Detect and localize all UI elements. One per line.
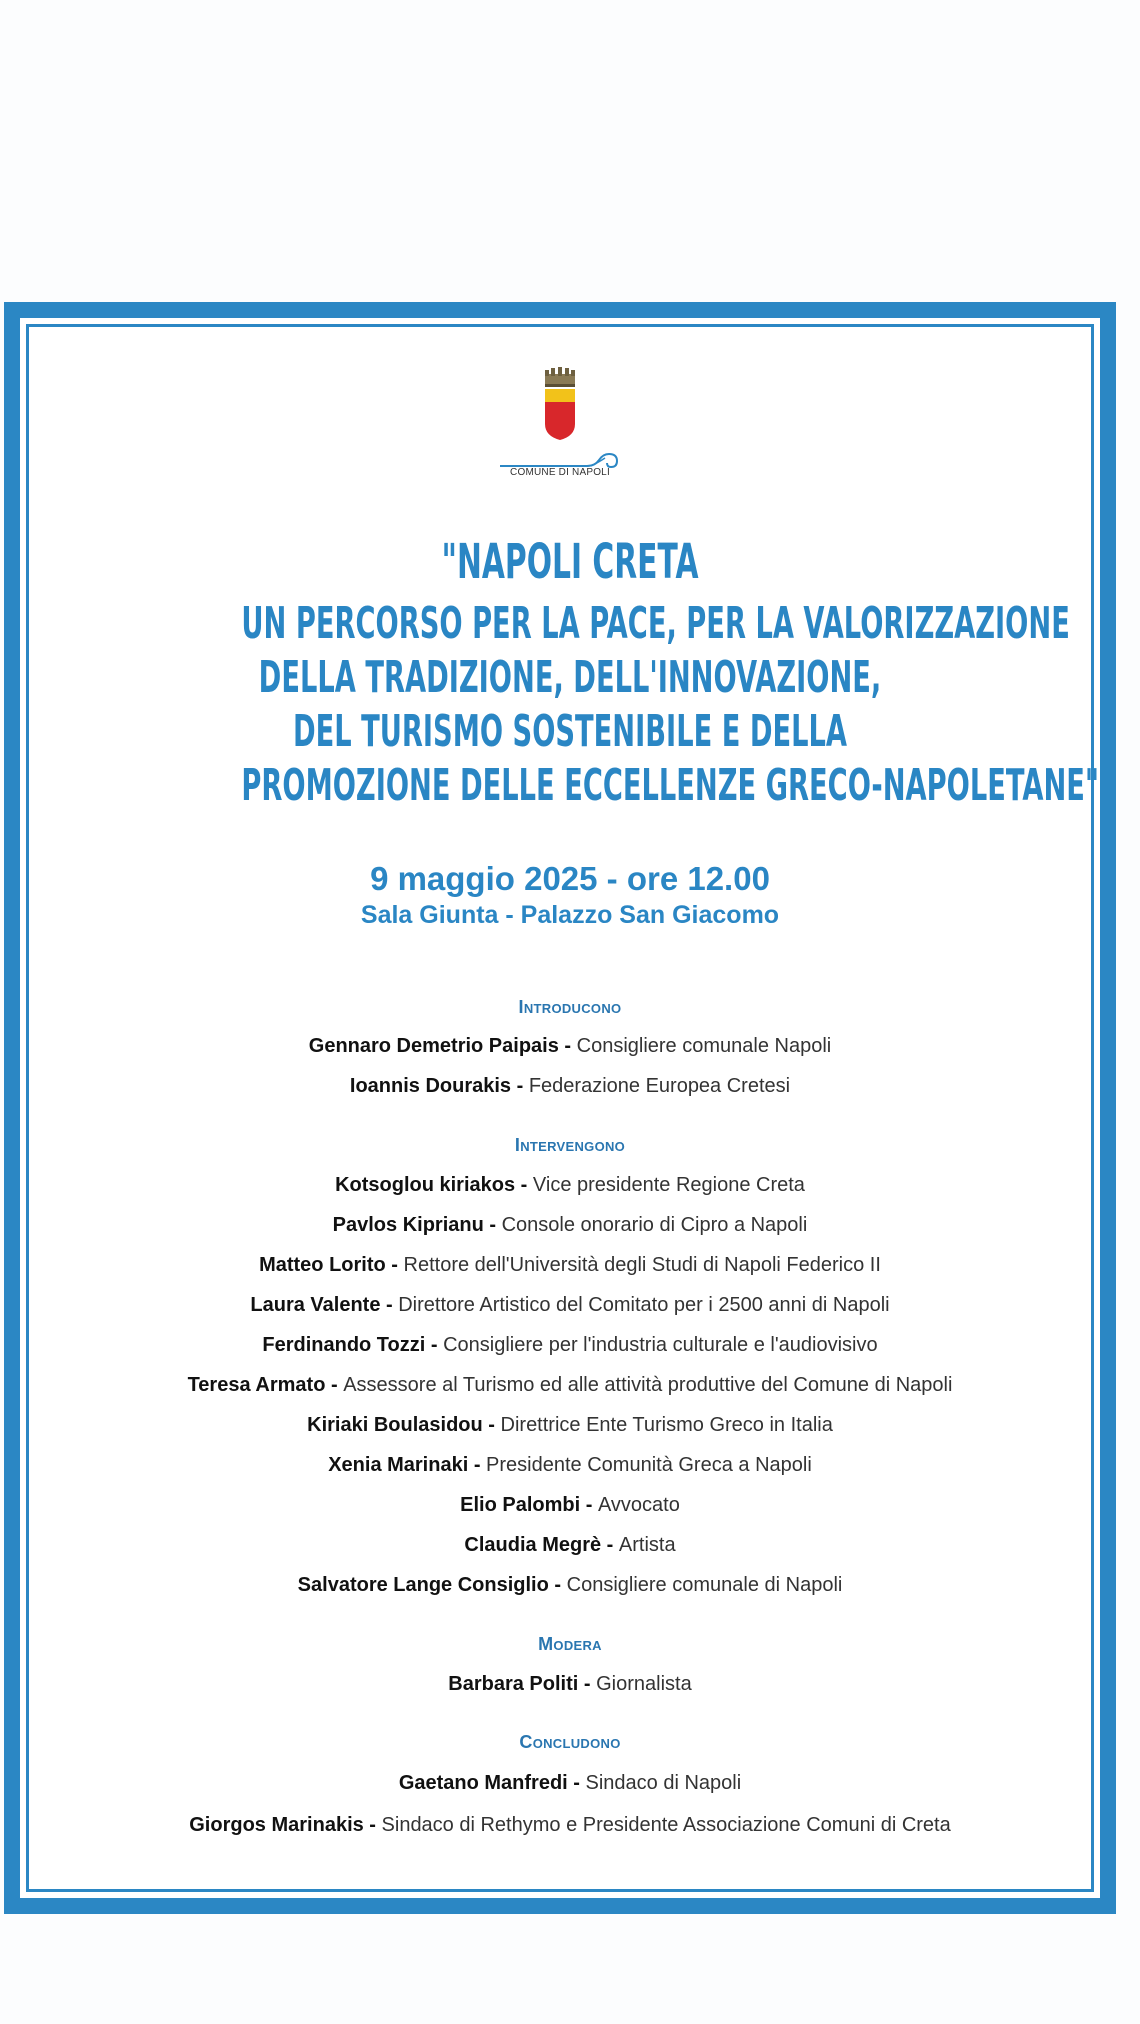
speaker-role: Assessore al Turismo ed alle attività produttive del Comune di Napoli bbox=[343, 1374, 953, 1396]
speaker-row bbox=[0, 1534, 1140, 1557]
title-line-5: PROMOZIONE DELLE ECCELLENZE GRECO-NAPOLETANE" bbox=[241, 760, 1100, 811]
speaker-name: Elio Palombi bbox=[460, 1494, 581, 1516]
speaker-role: Rettore dell'Università degli Studi di Napoli Federico II bbox=[403, 1254, 881, 1276]
speaker-role: Vice presidente Regione Creta bbox=[532, 1174, 805, 1196]
speaker-role: Sindaco di Napoli bbox=[585, 1772, 742, 1794]
event-date: 9 maggio 2025 - ore 12.00 bbox=[370, 860, 770, 897]
speaker-role: Direttore Artistico del Comitato per i 2500 anni di Napoli bbox=[398, 1294, 890, 1316]
speaker-name: Claudia Megrè bbox=[464, 1534, 602, 1556]
separator: - bbox=[325, 1374, 344, 1396]
separator: - bbox=[468, 1454, 487, 1476]
speaker-role: Direttrice Ente Turismo Greco in Italia bbox=[500, 1414, 833, 1436]
separator: - bbox=[580, 1494, 598, 1516]
speaker-row bbox=[0, 1414, 1140, 1437]
speaker-row bbox=[0, 1075, 1140, 1098]
speaker-role: Consigliere comunale Napoli bbox=[576, 1035, 832, 1057]
event-venue: Sala Giunta - Palazzo San Giacomo bbox=[360, 901, 780, 929]
speaker-name: Ferdinando Tozzi bbox=[262, 1334, 426, 1356]
speaker-name: Kotsoglou kiriakos bbox=[335, 1174, 516, 1196]
separator: - bbox=[515, 1174, 533, 1196]
speaker-role: Avvocato bbox=[597, 1494, 680, 1516]
speaker-role: Console onorario di Cipro a Napoli bbox=[501, 1214, 808, 1236]
speaker-row bbox=[0, 1035, 1140, 1058]
crown-icon bbox=[545, 367, 575, 387]
wave-icon bbox=[500, 454, 617, 467]
separator: - bbox=[380, 1294, 399, 1316]
speaker-name: Barbara Politi bbox=[448, 1673, 579, 1695]
logo-caption: COMUNE DI NAPOLI bbox=[510, 467, 610, 478]
separator: - bbox=[511, 1075, 529, 1097]
section-heading-intervengono: Intervengono bbox=[514, 1135, 626, 1155]
speaker-name: Xenia Marinaki bbox=[328, 1454, 469, 1476]
speaker-row bbox=[0, 1454, 1140, 1477]
speaker-row bbox=[0, 1174, 1140, 1197]
speaker-role: Sindaco di Rethymo e Presidente Associazione Comuni di Creta bbox=[381, 1814, 951, 1836]
separator: - bbox=[567, 1772, 586, 1794]
speaker-role: Giornalista bbox=[596, 1673, 692, 1695]
speaker-name: Matteo Lorito bbox=[259, 1254, 386, 1276]
separator: - bbox=[548, 1574, 567, 1596]
section-heading-modera: Modera bbox=[538, 1634, 602, 1654]
separator: - bbox=[483, 1214, 502, 1236]
title-line-3: DELLA TRADIZIONE, DELL'INNOVAZIONE, bbox=[258, 652, 882, 703]
separator: - bbox=[601, 1534, 619, 1556]
shield-icon bbox=[545, 389, 575, 440]
speaker-row bbox=[0, 1214, 1140, 1237]
title-line-2: UN PERCORSO PER LA PACE, PER LA VALORIZZAZIONE bbox=[241, 598, 1070, 649]
section-heading-introducono: Introducono bbox=[518, 997, 622, 1017]
separator: - bbox=[558, 1035, 577, 1057]
speaker-name: Teresa Armato bbox=[187, 1374, 326, 1396]
speaker-name: Giorgos Marinakis bbox=[189, 1814, 364, 1836]
speaker-name: Gaetano Manfredi bbox=[398, 1772, 568, 1794]
speaker-role: Presidente Comunità Greca a Napoli bbox=[486, 1454, 812, 1476]
separator: - bbox=[578, 1673, 597, 1695]
speaker-row bbox=[0, 1814, 1140, 1837]
speaker-row bbox=[0, 1374, 1140, 1397]
separator: - bbox=[363, 1814, 382, 1836]
separator: - bbox=[425, 1334, 444, 1356]
speaker-row bbox=[0, 1574, 1140, 1597]
speaker-row bbox=[0, 1494, 1140, 1517]
speaker-name: Gennaro Demetrio Paipais bbox=[308, 1035, 559, 1057]
title-line-1: "NAPOLI CRETA bbox=[441, 534, 699, 590]
section-heading-concludono: Concludono bbox=[519, 1732, 621, 1752]
speaker-name: Laura Valente bbox=[250, 1294, 381, 1316]
speaker-role: Consigliere comunale di Napoli bbox=[566, 1574, 843, 1596]
speaker-name: Pavlos Kiprianu bbox=[332, 1214, 484, 1236]
title-line-4: DEL TURISMO SOSTENIBILE E DELLA bbox=[292, 706, 848, 757]
speaker-row bbox=[0, 1334, 1140, 1357]
separator: - bbox=[385, 1254, 404, 1276]
speaker-row bbox=[0, 1294, 1140, 1317]
speaker-role: Artista bbox=[618, 1534, 676, 1556]
speaker-name: Ioannis Dourakis bbox=[349, 1075, 512, 1097]
speaker-row bbox=[0, 1254, 1140, 1277]
speaker-role: Consigliere per l'industria culturale e l'audiovisivo bbox=[443, 1334, 878, 1356]
speaker-row bbox=[0, 1673, 1140, 1696]
speaker-row bbox=[0, 1772, 1140, 1795]
speaker-name: Salvatore Lange Consiglio bbox=[297, 1574, 549, 1596]
separator: - bbox=[482, 1414, 501, 1436]
speaker-role: Federazione Europea Cretesi bbox=[528, 1075, 791, 1097]
speaker-name: Kiriaki Boulasidou bbox=[307, 1414, 483, 1436]
